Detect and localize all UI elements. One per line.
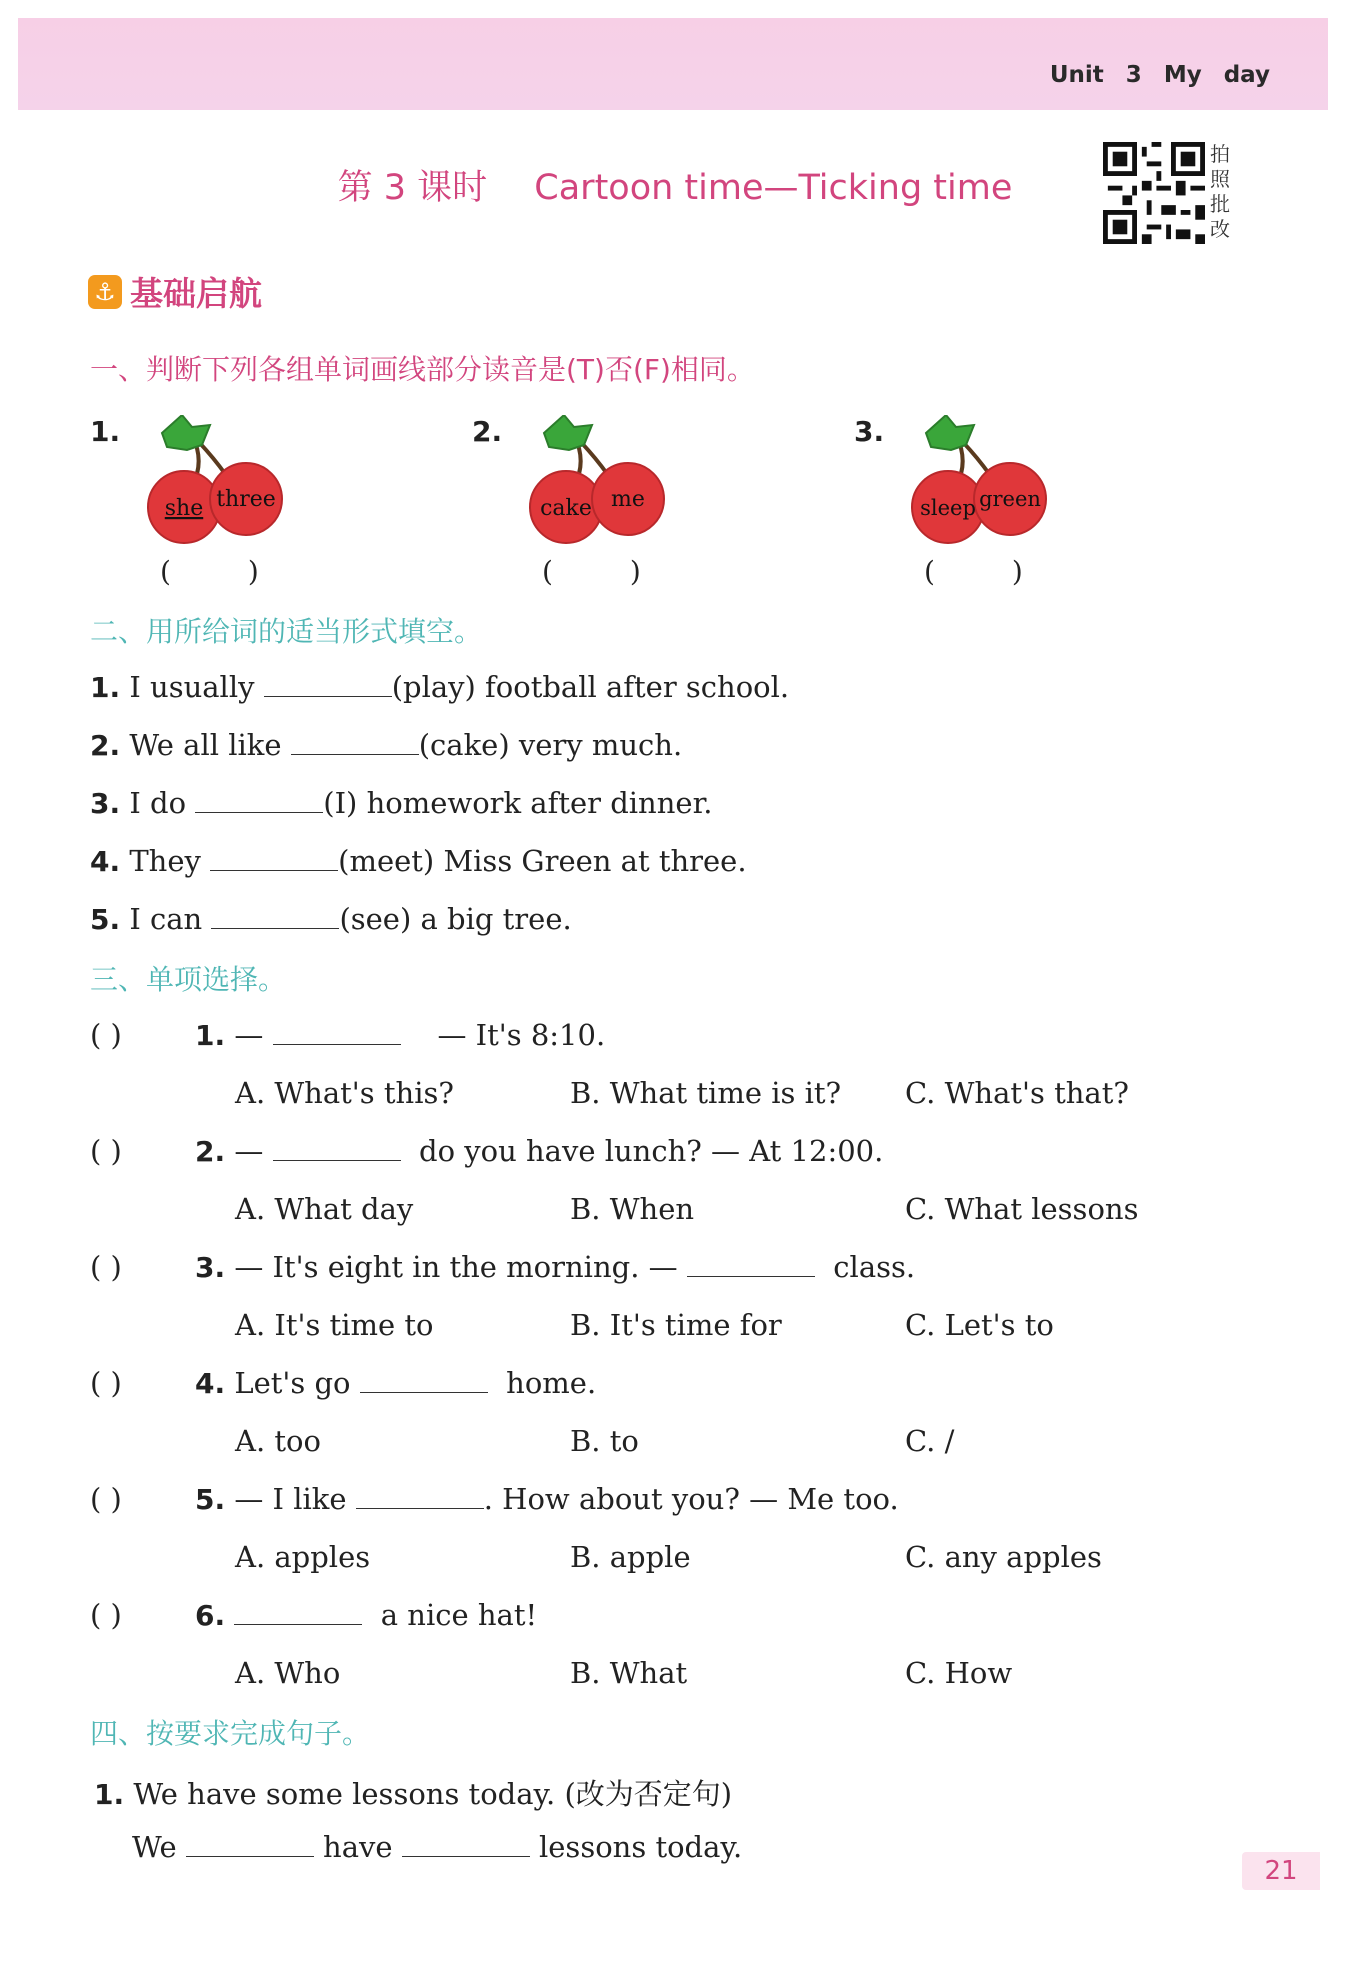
anchor-icon: ⚓ <box>88 275 122 309</box>
unit-title: My day <box>1163 62 1270 88</box>
fill-blank[interactable] <box>264 670 392 697</box>
item-number: 4. <box>195 1367 226 1400</box>
option-c[interactable]: C. Let's to <box>905 1308 1054 1342</box>
answer-paren[interactable]: ( ) <box>924 555 1057 588</box>
option-a[interactable]: A. What day <box>235 1192 414 1226</box>
question-text: class. <box>833 1250 916 1284</box>
fill-text-after: (I) homework after dinner. <box>323 786 713 820</box>
question-text: — <box>234 1018 264 1052</box>
item-number: 3. <box>854 415 885 448</box>
lesson-period: 第 3 课时 <box>337 168 488 208</box>
answer-paren[interactable]: ( ) <box>90 1250 122 1284</box>
fill-blank[interactable] <box>211 902 339 929</box>
fill-text-before: They <box>129 844 201 878</box>
fill-item-5 <box>90 902 572 936</box>
item-number: 2. <box>90 729 121 762</box>
cherry-icon <box>514 415 754 550</box>
choice-question-5 <box>90 1482 899 1516</box>
cherry-item-1 <box>90 415 390 595</box>
answer-paren[interactable]: ( ) <box>90 1598 122 1632</box>
option-a[interactable]: A. apples <box>235 1540 371 1574</box>
fill-blank[interactable] <box>291 728 419 755</box>
answer-paren[interactable]: ( ) <box>90 1134 122 1168</box>
answer-text: We <box>132 1830 177 1864</box>
part4-heading: 四、按要求完成句子。 <box>90 1717 371 1750</box>
item-number: 1. <box>94 1778 125 1811</box>
option-b[interactable]: B. apple <box>570 1540 691 1574</box>
fill-text-before: I usually <box>129 670 255 704</box>
question-text: . How about you? — Me too. <box>483 1482 899 1516</box>
answer-paren[interactable]: ( ) <box>160 555 293 588</box>
option-a[interactable]: A. too <box>235 1424 321 1458</box>
rewrite-item-1 <box>94 1772 732 1813</box>
answer-paren[interactable]: ( ) <box>90 1366 122 1400</box>
word2: me <box>611 487 645 512</box>
word2: three <box>216 487 276 512</box>
part2-heading: 二、用所给词的适当形式填空。 <box>90 615 483 648</box>
unit-number: Unit 3 <box>1049 62 1142 88</box>
page-number: 21 <box>1242 1852 1320 1890</box>
question-text: — <box>234 1134 264 1168</box>
fill-text-before: I do <box>129 786 187 820</box>
option-b[interactable]: B. When <box>570 1192 695 1226</box>
unit-label <box>1050 62 1270 88</box>
fill-blank[interactable] <box>273 1018 401 1045</box>
choice-question-1 <box>90 1018 605 1052</box>
fill-item-4 <box>90 844 747 878</box>
cherry-item-2 <box>472 415 772 595</box>
question-text: — I like <box>234 1482 347 1516</box>
qr-caption: 拍照批改 <box>1210 142 1230 241</box>
word1: sleep <box>920 496 976 520</box>
question-text: a nice hat! <box>380 1598 538 1632</box>
fill-item-3 <box>90 786 712 820</box>
section-badge <box>88 268 262 315</box>
option-c[interactable]: C. / <box>905 1424 955 1458</box>
option-b[interactable]: B. to <box>570 1424 639 1458</box>
fill-blank[interactable] <box>402 1830 530 1857</box>
word1: cake <box>540 496 592 521</box>
qr-code-icon[interactable] <box>1103 142 1205 244</box>
fill-text-after: (see) a big tree. <box>339 902 572 936</box>
question-text: do you have lunch? — At 12:00. <box>419 1134 884 1168</box>
answer-paren[interactable]: ( ) <box>90 1018 122 1052</box>
item-number: 3. <box>195 1251 226 1284</box>
fill-blank[interactable] <box>687 1250 815 1277</box>
item-number: 5. <box>90 903 121 936</box>
answer-text: lessons today. <box>539 1830 743 1864</box>
item-number: 2. <box>472 415 503 448</box>
word2: green <box>979 487 1041 511</box>
item-number: 4. <box>90 845 121 878</box>
question-text: home. <box>506 1366 597 1400</box>
fill-blank[interactable] <box>186 1830 314 1857</box>
option-b[interactable]: B. What <box>570 1656 688 1690</box>
option-a[interactable]: A. What's this? <box>235 1076 454 1110</box>
option-c[interactable]: C. any apples <box>905 1540 1102 1574</box>
section-badge-label: 基础启航 <box>130 274 262 313</box>
fill-text-after: (meet) Miss Green at three. <box>338 844 747 878</box>
fill-text-before: I can <box>129 902 203 936</box>
item-number: 1. <box>90 671 121 704</box>
question-text: — It's eight in the morning. — <box>234 1250 678 1284</box>
answer-paren[interactable]: ( ) <box>542 555 675 588</box>
item-number: 6. <box>195 1599 226 1632</box>
item-number: 1. <box>195 1019 226 1052</box>
option-c[interactable]: C. How <box>905 1656 1013 1690</box>
item-number: 3. <box>90 787 121 820</box>
fill-item-2 <box>90 728 682 762</box>
choice-question-3 <box>90 1250 915 1284</box>
answer-text: have <box>323 1830 393 1864</box>
fill-blank[interactable] <box>360 1366 488 1393</box>
item-number: 1. <box>90 415 121 448</box>
fill-text-before: We all like <box>129 728 282 762</box>
part3-heading: 三、单项选择。 <box>90 963 287 996</box>
question-text: Let's go <box>234 1366 351 1400</box>
fill-text-after: (play) football after school. <box>391 670 790 704</box>
fill-item-1 <box>90 670 789 704</box>
option-a[interactable]: A. It's time to <box>235 1308 434 1342</box>
fill-text-after: (cake) very much. <box>418 728 683 762</box>
question-text: — It's 8:10. <box>437 1018 606 1052</box>
choice-question-6 <box>90 1598 537 1632</box>
lesson-name: Cartoon time—Ticking time <box>534 168 1013 208</box>
cherry-icon <box>132 415 372 550</box>
rewrite-sentence: We have some lessons today. (改为否定句) <box>133 1777 733 1811</box>
fill-blank[interactable] <box>273 1134 401 1161</box>
option-b[interactable]: B. What time is it? <box>570 1076 842 1110</box>
fill-blank[interactable] <box>356 1482 484 1509</box>
choice-question-4 <box>90 1366 596 1400</box>
option-c[interactable]: C. What lessons <box>905 1192 1139 1226</box>
option-b[interactable]: B. It's time for <box>570 1308 782 1342</box>
cherry-item-3 <box>854 415 1154 595</box>
cherry-icon <box>896 415 1136 550</box>
part1-heading: 一、判断下列各组单词画线部分读音是(T)否(F)相同。 <box>90 353 755 386</box>
rewrite-answer <box>132 1830 742 1864</box>
answer-paren[interactable]: ( ) <box>90 1482 122 1516</box>
word1: she <box>164 496 204 521</box>
choice-question-2 <box>90 1134 883 1168</box>
option-c[interactable]: C. What's that? <box>905 1076 1129 1110</box>
item-number: 5. <box>195 1483 226 1516</box>
fill-blank[interactable] <box>195 786 323 813</box>
fill-blank[interactable] <box>210 844 338 871</box>
fill-blank[interactable] <box>234 1598 362 1625</box>
item-number: 2. <box>195 1135 226 1168</box>
option-a[interactable]: A. Who <box>235 1656 341 1690</box>
